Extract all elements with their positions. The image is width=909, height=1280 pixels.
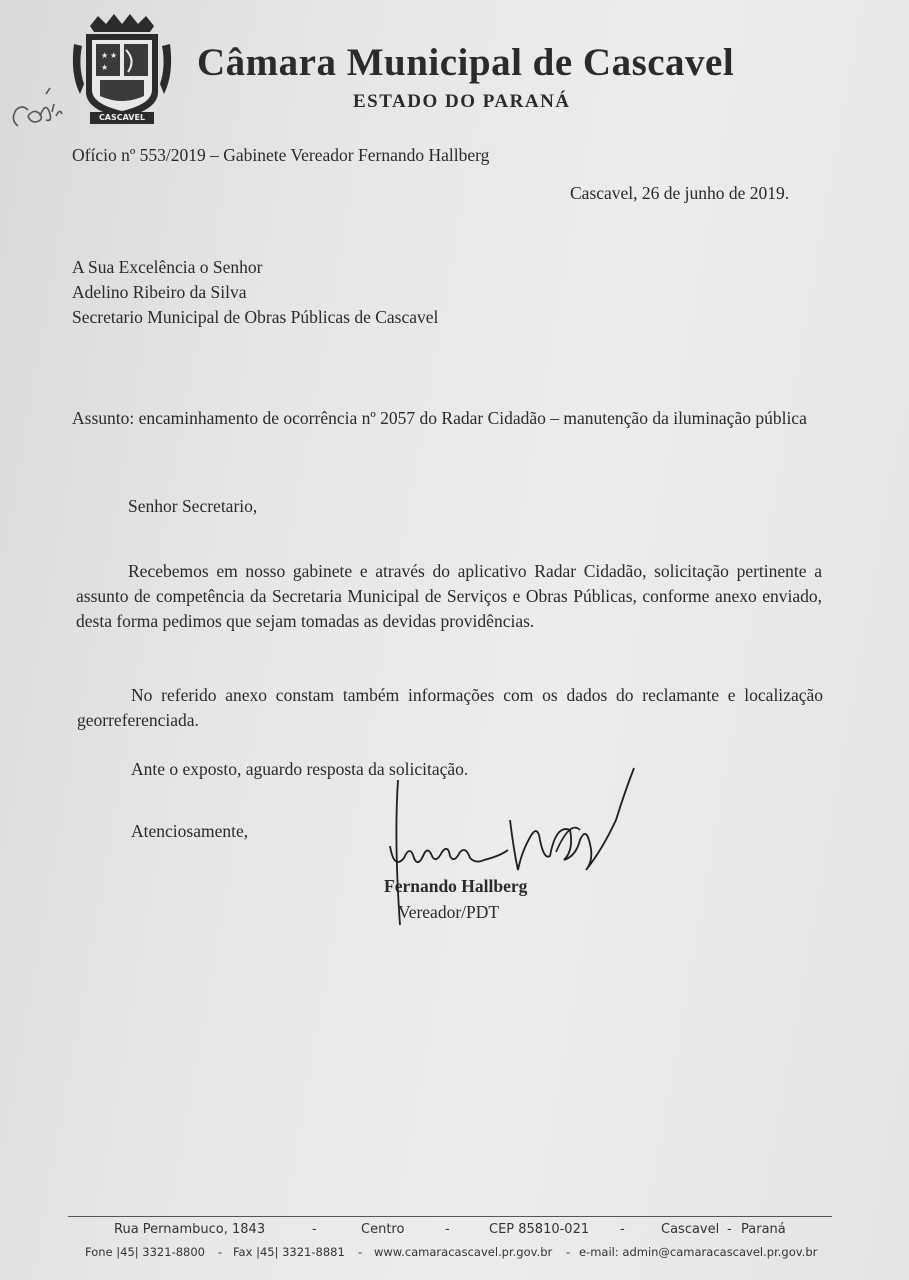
footer-divider <box>68 1216 832 1217</box>
recipient-line: Secretario Municipal de Obras Públicas de Cascavel <box>72 307 439 327</box>
letter-reference: Ofício nº 553/2019 – Gabinete Vereador Fernando Hallberg <box>72 145 490 165</box>
footer-separator: - <box>312 1222 317 1237</box>
letter-subject: Assunto: encaminhamento de ocorrência nº 2057 do Radar Cidadão – manutenção da iluminação pública <box>72 408 807 428</box>
footer-city: Cascavel <box>661 1222 720 1237</box>
footer-separator: - <box>566 1245 571 1259</box>
footer-phone: Fone |45| 3321-8800 <box>85 1245 205 1259</box>
signer-name: Fernando Hallberg <box>384 876 528 896</box>
body-paragraph: No referido anexo constam também informações com os dados do reclamante e localização georreferenciada. <box>77 685 823 730</box>
signer-role: Vereador/PDT <box>398 902 500 922</box>
institution-subtitle: ESTADO DO PARANÁ <box>353 91 571 112</box>
signature-icon <box>380 760 640 930</box>
svg-text:★: ★ <box>101 51 109 60</box>
svg-text:★: ★ <box>101 63 109 72</box>
footer-state: Paraná <box>741 1222 786 1237</box>
recipient-line: Adelino Ribeiro da Silva <box>72 282 247 302</box>
svg-text:★: ★ <box>110 51 118 60</box>
footer-district: Centro <box>361 1222 405 1237</box>
footer-address: Rua Pernambuco, 1843 <box>114 1222 266 1237</box>
footer-fax: Fax |45| 3321-8881 <box>233 1245 345 1259</box>
institution-title: Câmara Municipal de Cascavel <box>197 41 735 84</box>
place-date: Cascavel, 26 de junho de 2019. <box>570 183 790 203</box>
salutation: Senhor Secretario, <box>128 496 258 516</box>
footer-separator: - <box>620 1222 625 1237</box>
crest-label: CASCAVEL <box>98 113 146 122</box>
recipient-line: A Sua Excelência o Senhor <box>72 257 263 277</box>
closing: Atenciosamente, <box>131 821 249 841</box>
footer-separator: - <box>358 1245 363 1259</box>
footer-separator: - <box>445 1222 450 1237</box>
footer-email[interactable]: e-mail: admin@camaracascavel.pr.gov.br <box>579 1245 818 1259</box>
handwritten-note-icon <box>6 86 66 146</box>
footer-separator: - <box>727 1222 732 1237</box>
body-paragraph: Recebemos em nosso gabinete e através do aplicativo Radar Cidadão, solicitação pertinente a assunto de competência da Secretaria Municipal de Serviços e Obras Públicas, conforme anexo enviado, desta forma pedimos que sejam tomadas as devidas providências. <box>76 561 822 631</box>
footer-website[interactable]: www.camaracascavel.pr.gov.br <box>374 1245 553 1259</box>
footer-separator: - <box>218 1245 223 1259</box>
footer-cep: CEP 85810-021 <box>489 1222 590 1237</box>
body-paragraph: Ante o exposto, aguardo resposta da solicitação. <box>131 759 469 779</box>
